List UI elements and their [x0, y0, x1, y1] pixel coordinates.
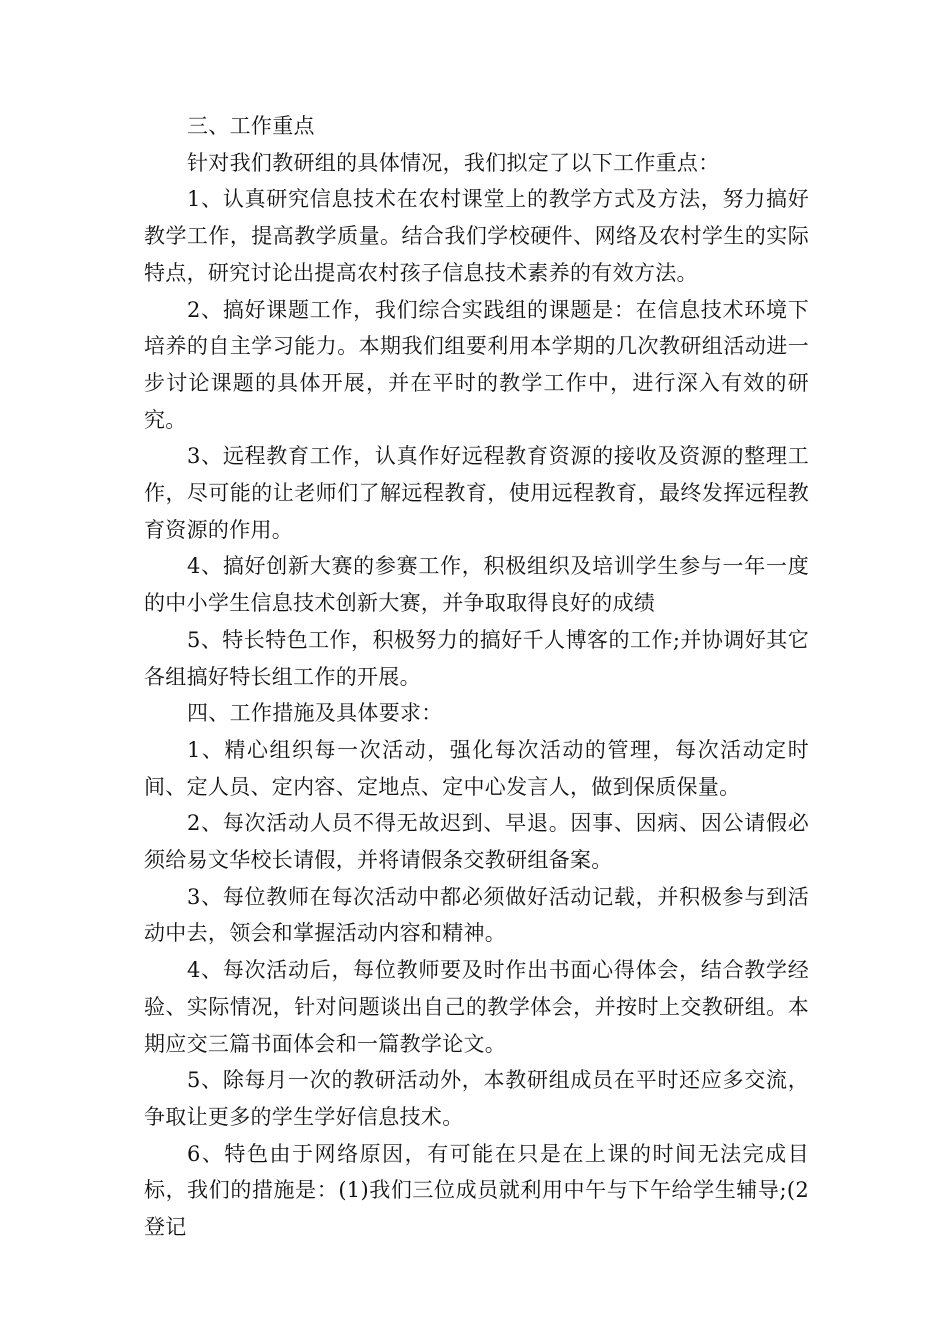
paragraph-measure-3: 3、每位教师在每次活动中都必须做好活动记载，并积极参与到活动中去，领会和掌握活动内容和精神。 — [144, 884, 809, 946]
paragraph-intro: 针对我们教研组的具体情况，我们拟定了以下工作重点： — [187, 150, 720, 175]
paragraph-focus-2: 2、搞好课题工作，我们综合实践组的课题是：在信息技术环境下培养的自主学习能力。本期我们组要利用本学期的几次教研组活动进一步讨论课题的具体开展，并在平时的教学工作中，进行深入有效的研究。 — [144, 297, 809, 432]
paragraph-measure-1: 1、精心组织每一次活动，强化每次活动的管理，每次活动定时间、定人员、定内容、定地点、定中心发言人，做到保质保量。 — [144, 737, 809, 799]
paragraph-focus-3: 3、远程教育工作，认真作好远程教育资源的接收及资源的整理工作，尽可能的让老师们了解远程教育，使用远程教育，最终发挥远程教育资源的作用。 — [144, 444, 809, 542]
paragraph-focus-1: 1、认真研究信息技术在农村课堂上的教学方式及方法，努力搞好教学工作，提高教学质量。结合我们学校硬件、网络及农村学生的实际特点，研究讨论出提高农村孩子信息技术素养的有效方法。 — [144, 187, 809, 285]
paragraph-measure-4: 4、每次活动后，每位教师要及时作出书面心得体会，结合教学经验、实际情况，针对问题谈出自己的教学体会，并按时上交教研组。本期应交三篇书面体会和一篇教学论文。 — [144, 958, 809, 1056]
paragraph-measure-5: 5、除每月一次的教研活动外，本教研组成员在平时还应多交流，争取让更多的学生学好信息技术。 — [144, 1068, 809, 1129]
section-heading-work-focus: 三、工作重点 — [187, 114, 315, 138]
paragraph-focus-4: 4、搞好创新大赛的参赛工作，积极组织及培训学生参与一年一度的中小学生信息技术创新大赛，并争取取得良好的成绩 — [144, 554, 809, 616]
section-heading-measures: 四、工作措施及具体要求： — [187, 701, 443, 726]
paragraph-focus-5: 5、特长特色工作，积极努力的搞好千人博客的工作;并协调好其它各组搞好特长组工作的开展。 — [144, 627, 809, 689]
document-body — [144, 108, 809, 1246]
paragraph-measure-6: 6、特色由于网络原因，有可能在只是在上课的时间无法完成目标，我们的措施是：(1)我们三位成员就利用中午与下午给学生辅导;(2登记 — [144, 1141, 809, 1240]
paragraph-measure-2: 2、每次活动人员不得无故迟到、早退。因事、因病、因公请假必须给易文华校长请假，并将请假条交教研组备案。 — [144, 811, 809, 873]
